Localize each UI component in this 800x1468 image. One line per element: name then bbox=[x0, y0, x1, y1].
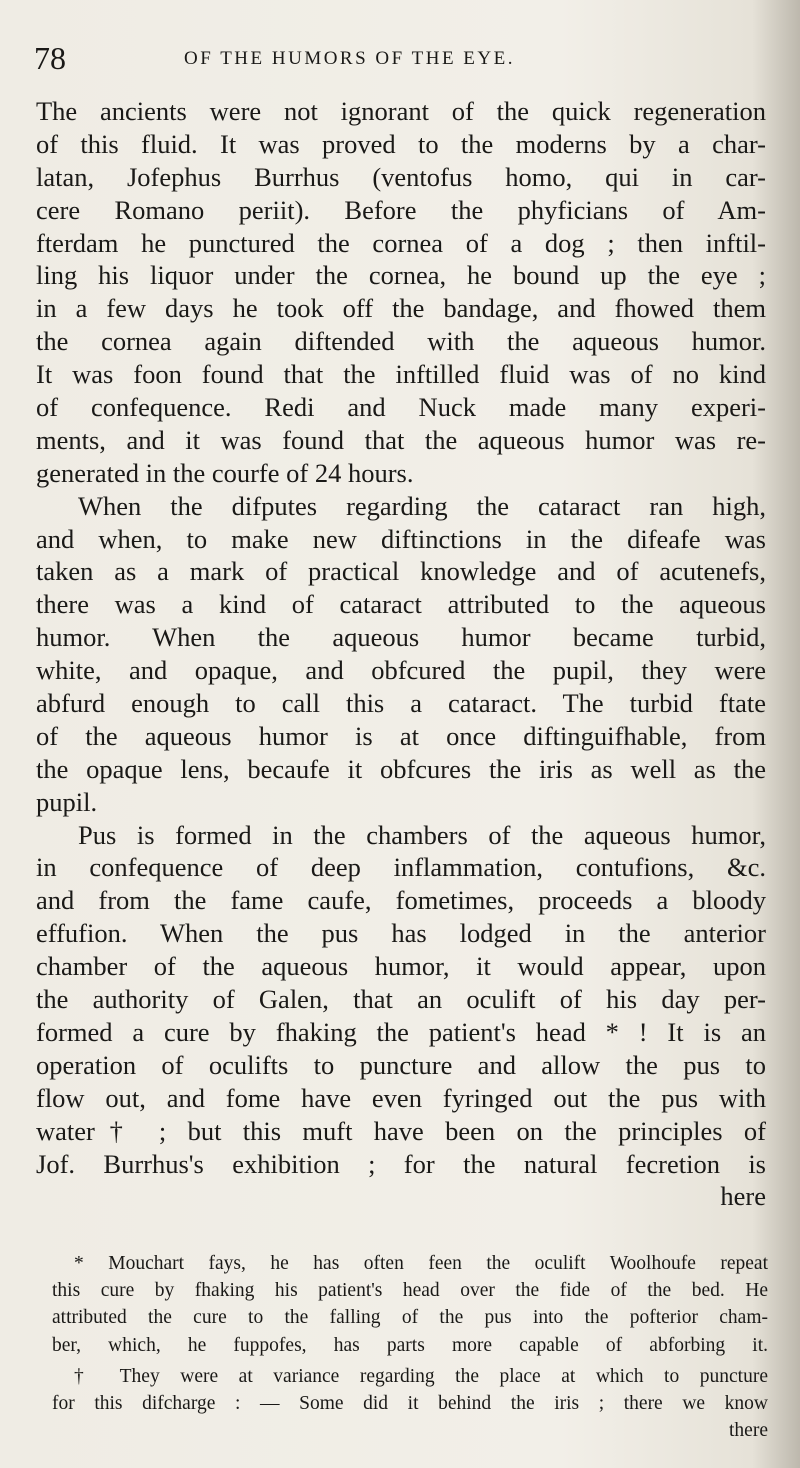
body-line: of confequence. Redi and Nuck made many experi- bbox=[36, 392, 766, 423]
body-line: abfurd enough to call this a cataract. The turbid ftate bbox=[36, 688, 766, 719]
body-line: of this fluid. It was proved to the moderns by a char- bbox=[36, 128, 766, 159]
body-line: and when, to make new diftinctions in the difeafe was bbox=[36, 523, 766, 554]
body-line: the cornea again diftended with the aqueous humor. bbox=[36, 326, 766, 357]
body-line: effufion. When the pus has lodged in the anterior bbox=[36, 918, 766, 949]
footnote-line: attributed the cure to the falling of the pus into the pofterior cham- bbox=[52, 1307, 768, 1329]
body-line: white, and opaque, and obfcured the pupil, they were bbox=[36, 655, 766, 686]
body-line: chamber of the aqueous humor, it would appear, upon bbox=[36, 951, 766, 982]
footnote-line: this cure by fhaking his patient's head over the fide of the bed. He bbox=[52, 1280, 768, 1302]
body-line: fterdam he punctured the cornea of a dog ; then inftil- bbox=[36, 227, 766, 258]
body-line: operation of oculifts to puncture and allow the pus to bbox=[36, 1049, 766, 1080]
running-title: OF THE HUMORS OF THE EYE. bbox=[184, 48, 515, 69]
body-line: It was foon found that the inftilled fluid was of no kind bbox=[36, 359, 766, 390]
body-line: latan, Jofephus Burrhus (ventofus homo, qui in car- bbox=[36, 161, 766, 192]
body-text bbox=[36, 95, 766, 1213]
body-line: generated in the courfe of 24 hours. bbox=[36, 457, 414, 488]
footnote-line: ber, which, he fuppofes, has parts more capable of abforbing it. bbox=[52, 1334, 768, 1356]
footnote-line: * Mouchart fays, he has often feen the oculift Woolhoufe repeat bbox=[74, 1253, 768, 1274]
body-line: cere Romano periit). Before the phyficians of Am- bbox=[36, 194, 766, 225]
page-number: 78 bbox=[34, 40, 66, 76]
body-line: humor. When the aqueous humor became turbid, bbox=[36, 622, 766, 653]
body-line: Jof. Burrhus's exhibition ; for the natural fecretion is bbox=[36, 1148, 766, 1179]
running-head bbox=[34, 38, 769, 78]
footnotes bbox=[52, 1250, 768, 1444]
body-line: taken as a mark of practical knowledge and of acutenefs, bbox=[36, 556, 766, 587]
body-line: pupil. bbox=[36, 786, 98, 817]
body-line: water† ; but this muft have been on the principles of bbox=[36, 1115, 766, 1146]
body-line: formed a cure by fhaking the patient's head * ! It is an bbox=[36, 1016, 766, 1047]
footnote-line: † They were at variance regarding the place at which to puncture bbox=[74, 1365, 768, 1387]
body-line: the authority of Galen, that an oculift of his day per- bbox=[36, 984, 766, 1015]
body-line: in a few days he took off the bandage, and fhowed them bbox=[36, 293, 766, 324]
body-line: in confequence of deep inflammation, contufions, &c. bbox=[36, 852, 766, 883]
footnote-catchword: there bbox=[729, 1420, 768, 1442]
catchword: here bbox=[720, 1181, 766, 1212]
body-line: ling his liquor under the cornea, he bound up the eye ; bbox=[36, 260, 766, 291]
body-line: and from the fame caufe, fometimes, proceeds a bloody bbox=[36, 885, 766, 916]
paragraph-start-line: When the difputes regarding the cataract ran high, bbox=[78, 490, 766, 521]
body-line: The ancients were not ignorant of the quick regeneration bbox=[36, 96, 766, 126]
body-line: ments, and it was found that the aqueous humor was re- bbox=[36, 424, 766, 455]
body-line: flow out, and fome have even fyringed out the pus with bbox=[36, 1082, 766, 1113]
body-line: there was a kind of cataract attributed to the aqueous bbox=[36, 589, 766, 620]
paragraph-start-line: Pus is formed in the chambers of the aqueous humor, bbox=[78, 819, 766, 850]
body-line: of the aqueous humor is at once diftinguifhable, from bbox=[36, 720, 766, 751]
body-line: the opaque lens, becaufe it obfcures the iris as well as the bbox=[36, 753, 766, 784]
footnote-line: for this difcharge : — Some did it behind the iris ; there we know bbox=[52, 1392, 768, 1414]
